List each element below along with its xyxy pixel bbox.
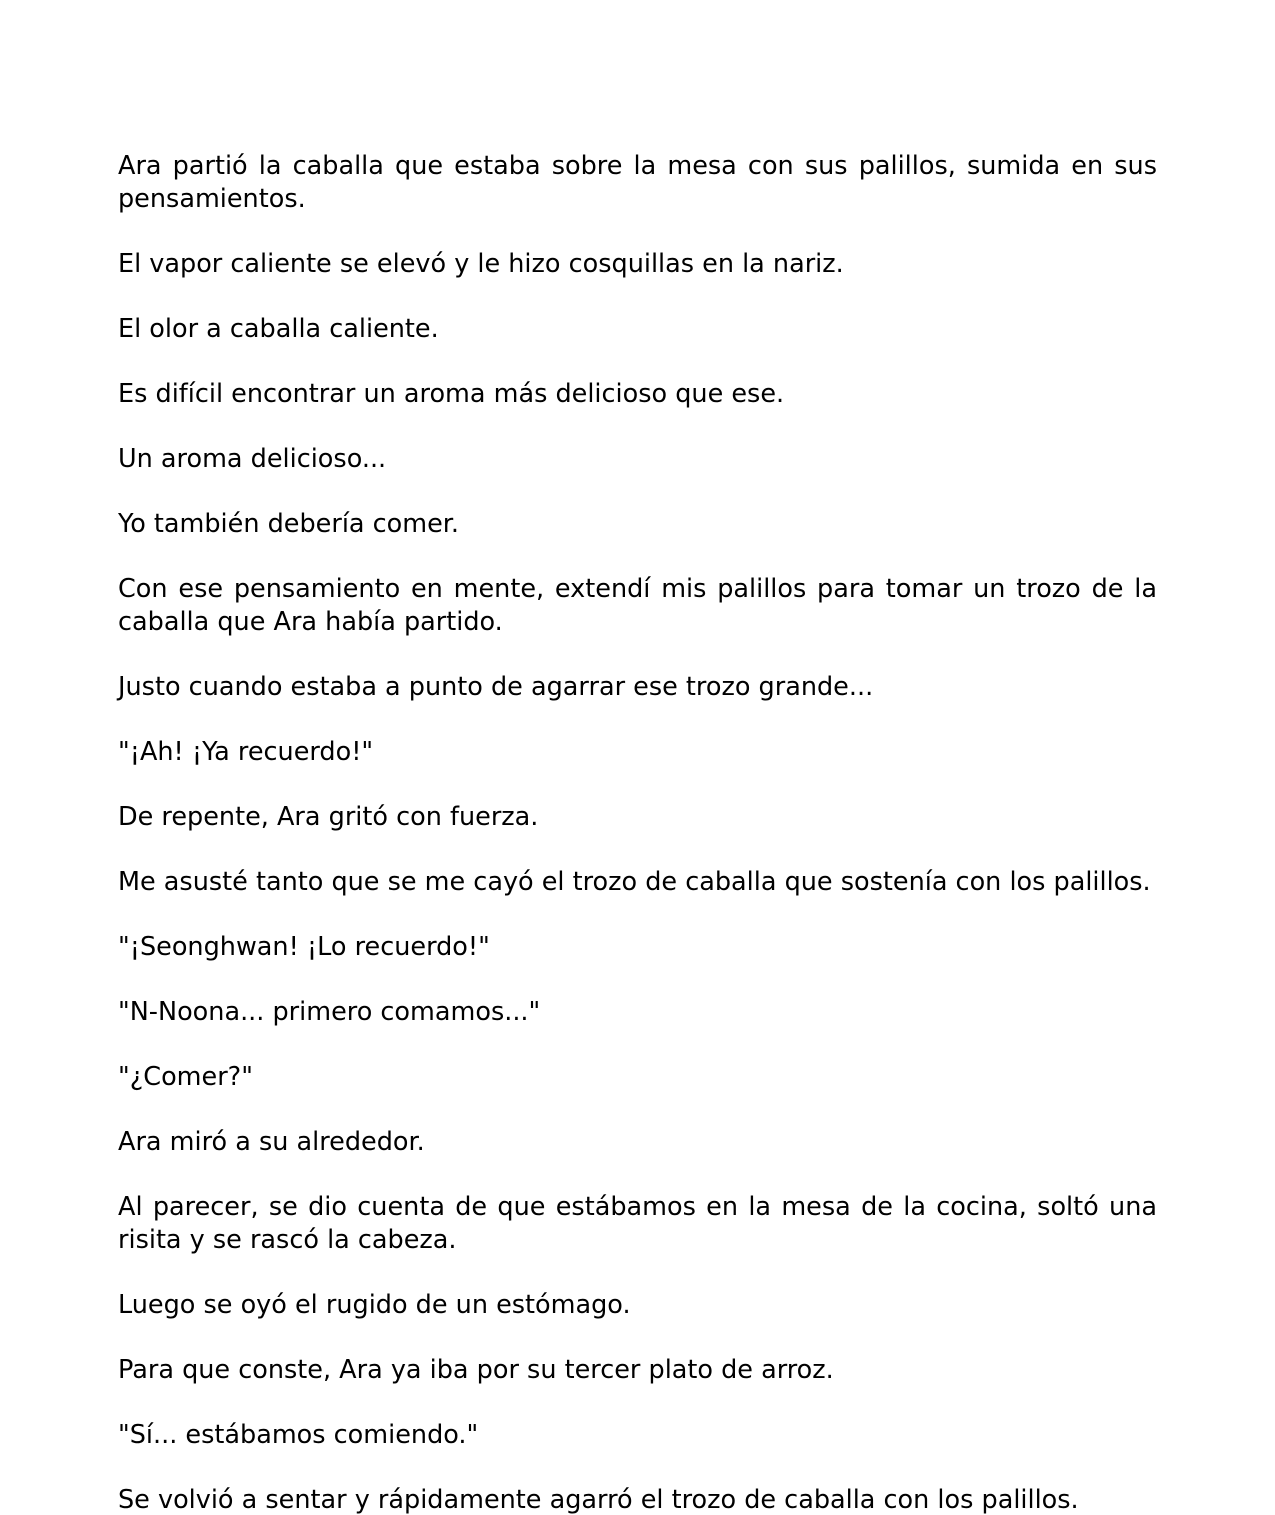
paragraph: "¡Ah! ¡Ya recuerdo!" bbox=[118, 737, 374, 767]
paragraph: De repente, Ara gritó con fuerza. bbox=[118, 802, 539, 832]
paragraph: Al parecer, se dio cuenta de que estábamos en la mesa de la cocina, soltó una risita y se rascó la cabeza. bbox=[118, 1192, 1157, 1255]
paragraph: El olor a caballa caliente. bbox=[118, 314, 439, 344]
paragraph: Ara partió la caballa que estaba sobre la mesa con sus palillos, sumida en sus pensamientos. bbox=[118, 151, 1157, 214]
paragraph: Justo cuando estaba a punto de agarrar ese trozo grande... bbox=[118, 672, 874, 702]
paragraph: Es difícil encontrar un aroma más delicioso que ese. bbox=[118, 379, 785, 409]
paragraph: "N-Noona... primero comamos..." bbox=[118, 997, 541, 1027]
paragraph: Yo también debería comer. bbox=[118, 509, 460, 539]
paragraph: Se volvió a sentar y rápidamente agarró el trozo de caballa con los palillos. bbox=[118, 1485, 1079, 1515]
paragraph: Para que conste, Ara ya iba por su tercer plato de arroz. bbox=[118, 1355, 834, 1385]
paragraph: "Sí... estábamos comiendo." bbox=[118, 1420, 479, 1450]
paragraph: Me asusté tanto que se me cayó el trozo de caballa que sostenía con los palillos. bbox=[118, 867, 1151, 897]
document-body bbox=[118, 150, 1157, 1515]
paragraph: Luego se oyó el rugido de un estómago. bbox=[118, 1290, 631, 1320]
paragraph: "¡Seonghwan! ¡Lo recuerdo!" bbox=[118, 932, 490, 962]
paragraph: "¿Comer?" bbox=[118, 1062, 253, 1092]
paragraph: Un aroma delicioso... bbox=[118, 444, 387, 474]
paragraph: El vapor caliente se elevó y le hizo cosquillas en la nariz. bbox=[118, 249, 844, 279]
paragraph: Con ese pensamiento en mente, extendí mis palillos para tomar un trozo de la caballa que Ara había partido. bbox=[118, 574, 1157, 637]
paragraph: Ara miró a su alrededor. bbox=[118, 1127, 425, 1157]
